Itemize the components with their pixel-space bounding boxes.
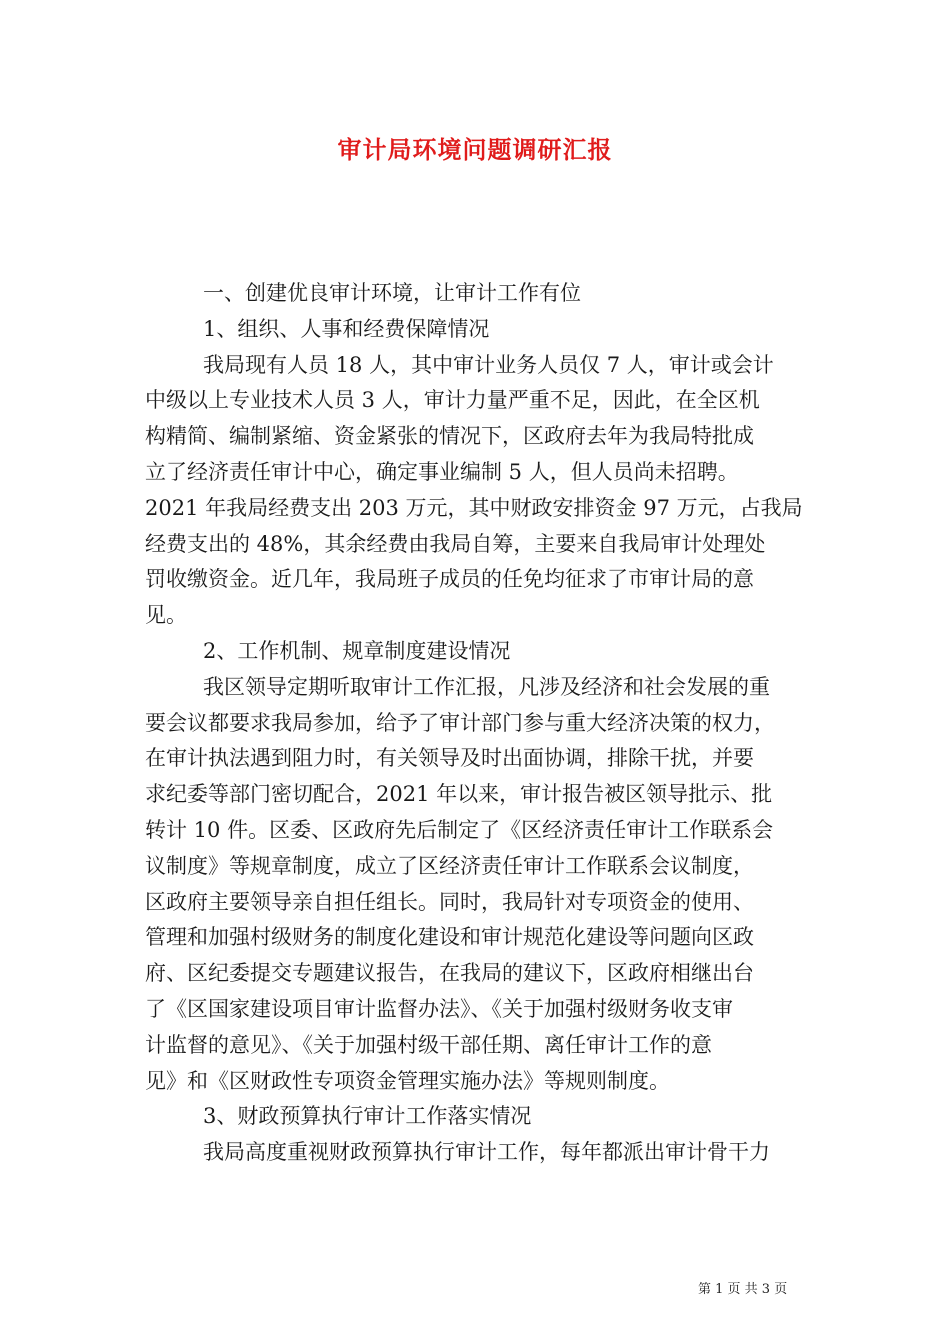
text-line: 求纪委等部门密切配合，2021 年以来，审计报告被区领导批示、批 [145,782,773,807]
text-line: 一、创建优良审计环境，让审计工作有位 [203,281,581,305]
text-line: 转计 10 件。区委、区政府先后制定了《区经济责任审计工作联系会 [145,817,774,842]
text-line: 要会议都要求我局参加，给予了审计部门参与重大经济决策的权力， [145,710,775,735]
text-line: 我局高度重视财政预算执行审计工作，每年都派出审计骨干力 [203,1140,770,1165]
text-line: 中级以上专业技术人员 3 人，审计力量严重不足，因此，在全区机 [145,388,760,413]
text-line: 区政府主要领导亲自担任组长。同时，我局针对专项资金的使用、 [145,889,754,914]
text-line: 了《区国家建设项目审计监督办法》、《关于加强村级财务收支审 [145,996,733,1021]
text-line: 我区领导定期听取审计工作汇报，凡涉及经济和社会发展的重 [203,674,770,699]
text-line: 经费支出的 48%，其余经费由我局自筹，主要来自我局审计处理处 [145,531,766,556]
text-line: 2021 年我局经费支出 203 万元，其中财政安排资金 97 万元，占我局 [145,495,803,520]
text-line: 2、工作机制、规章制度建设情况 [203,638,511,663]
document-body [145,276,813,1171]
text-line: 议制度》等规章制度，成立了区经济责任审计工作联系会议制度， [145,853,754,878]
text-line: 立了经济责任审计中心，确定事业编制 5 人，但人员尚未招聘。 [145,459,739,484]
text-line: 管理和加强村级财务的制度化建设和审计规范化建设等问题向区政 [145,925,754,950]
text-line: 构精简、编制紧缩、资金紧张的情况下，区政府去年为我局特批成 [145,424,754,449]
document-title: 审计局环境问题调研汇报 [337,135,613,164]
text-line: 罚收缴资金。近几年，我局班子成员的任免均征求了市审计局的意 [145,567,754,592]
text-line: 计监督的意见》、《关于加强村级干部任期、离任审计工作的意 [145,1032,712,1057]
text-line: 3、财政预算执行审计工作落实情况 [203,1104,532,1129]
text-line: 府、区纪委提交专题建议报告，在我局的建议下，区政府相继出台 [145,961,754,986]
text-line: 我局现有人员 18 人，其中审计业务人员仅 7 人，审计或会计 [203,352,774,377]
text-line: 见》和《区财政性专项资金管理实施办法》等规则制度。 [145,1068,670,1093]
text-line: 1、组织、人事和经费保障情况 [203,316,490,341]
text-line: 见。 [145,603,187,628]
page-footer: 第 1 页 共 3 页 [698,1282,788,1297]
text-line: 在审计执法遇到阻力时，有关领导及时出面协调，排除干扰，并要 [145,746,754,771]
